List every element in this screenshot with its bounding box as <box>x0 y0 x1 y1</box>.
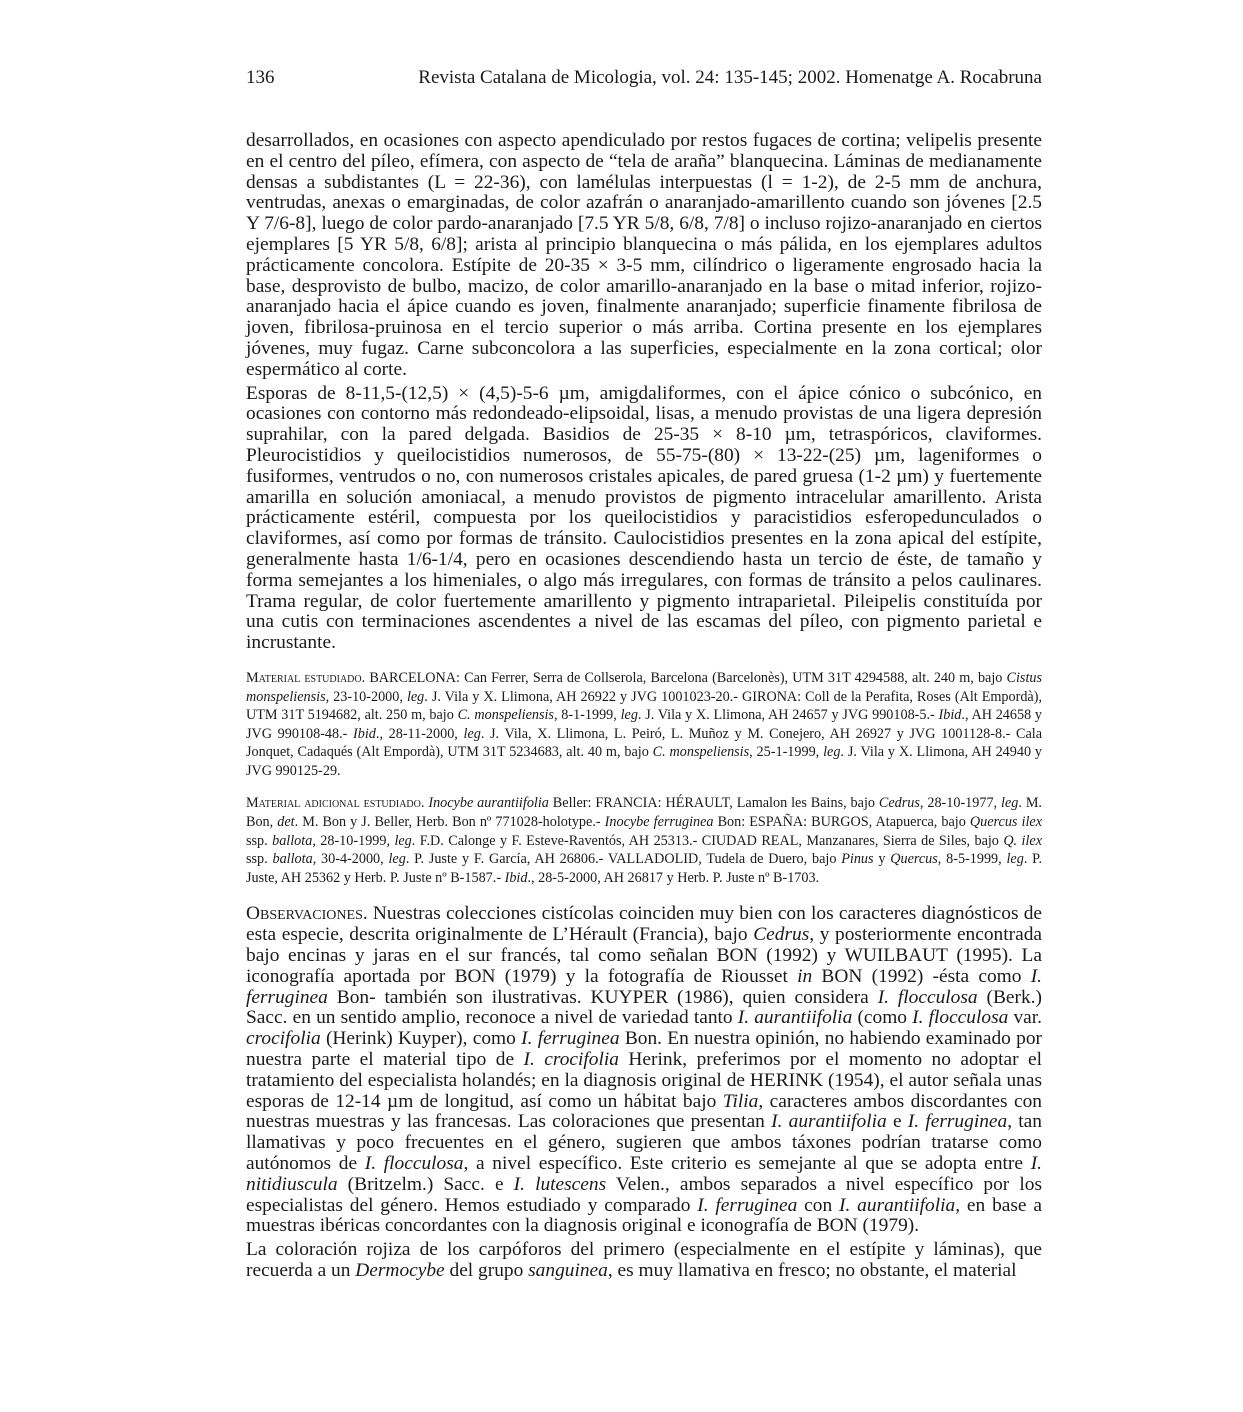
material-adicional: Material adicional estudiado. Inocybe aurantiifolia Beller: FRANCIA: HÉRAULT, Lamalon les Bains, bajo Cedrus, 28-10-1977, leg. M. Bon, det. M. Bon y J. Beller, Herb. Bon nº 771028-holotype.- Inocybe ferruginea Bon: ESPAÑA: BURGOS, Atapuerca, bajo Quercus ilex ssp. ballota, 28-10-1999, leg. F.D. Calonge y F. Esteve-Raventós, AH 25313.- CIUDAD REAL, Manzanares, Sierra de Siles, bajo Q. ilex ssp. ballota, 30-4-2000, leg. P. Juste y F. García, AH 26806.- VALLADOLID, Tudela de Duero, bajo Pinus y Quercus, 8-5-1999, leg. P. Juste, AH 25362 y Herb. P. Juste nº B-1587.- Ibid., 28-5-2000, AH 26817 y Herb. P. Juste nº B-1703. <box>246 795 1043 886</box>
material-estudiado-label: Material estudiado. <box>246 669 366 686</box>
article-body <box>246 131 1042 1282</box>
page-number: 136 <box>246 67 275 88</box>
material-adicional-label: Material adicional estudiado. <box>246 795 425 812</box>
journal-title: Revista Catalana de Micologia, vol. 24: 135-145; 2002. Homenatge A. Rocabruna <box>418 67 1042 88</box>
microscopy-paragraph: Esporas de 8-11,5-(12,5) × (4,5)-5-6 µm, amigdaliformes, con el ápice cónico o subcónico, en ocasiones con contorno más redondeado-elipsoidal, lisas, a menudo provistas de una ligera depresión suprahilar, con la pared delgada. Basidios de 25-35 × 8-10 µm, tetraspóricos, claviformes. Pleurocistidios y queilocistidios numerosos, de 55-75-(80) × 13-22-(25) µm, lageniformes o fusiformes, ventrudos o no, con numerosos cristales apicales, de pared gruesa (1-2 µm) y fuertemente amarilla en solución amoniacal, a menudo provistos de pigmento intracelular amarillento. Arista prácticamente estéril, compuesta por los queilocistidios y paracistidios esferopedunculados o claviformes, así como por formas de tránsito. Caulocistidios presentes en la zona apical del estípite, generalmente hasta 1/6-1/4, pero en ocasiones descendiendo hasta un tercio de éste, de tamaño y forma semejantes a los himeniales, o algo más irregulares, con formas de tránsito a pelos caulinares. Trama regular, de color fuertemente amarillento y pigmento intraparietal. Pileipelis constituída por una cutis con terminaciones ascendentes a nivel de las escamas del píleo, con pigmento parietal e incrustante. <box>246 382 1042 654</box>
material-estudiado: Material estudiado. BARCELONA: Can Ferrer, Serra de Collserola, Barcelona (Barcelonès), UTM 31T 4294588, alt. 240 m, bajo Cistus monspeliensis, 23-10-2000, leg. J. Vila y X. Llimona, AH 26922 y JVG 1001023-20.- GIRONA: Coll de la Perafita, Roses (Alt Empordà), UTM 31T 5194682, alt. 250 m, bajo C. monspeliensis, 8-1-1999, leg. J. Vila y X. Llimona, AH 24657 y JVG 990108-5.- Ibid., AH 24658 y JVG 990108-48.- Ibid., 28-11-2000, leg. J. Vila, X. Llimona, L. Peiró, L. Muñoz y M. Conejero, AH 26927 y JVG 1001128-8.- Cala Jonquet, Cadaqués (Alt Empordà), UTM 31T 5234683, alt. 40 m, bajo C. monspeliensis, 25-1-1999, leg. J. Vila y X. Llimona, AH 24940 y JVG 990125-29. <box>246 669 1042 779</box>
description-paragraph: desarrollados, en ocasiones con aspecto apendiculado por restos fugaces de cortina; velipelis presente en el centro del píleo, efímera, con aspecto de “tela de araña” blanquecina. Láminas de medianamente densas a subdistantes (L = 22-36), con lamélulas interpuestas (l = 1-2), de 2-5 mm de anchura, ventrudas, anexas o emarginadas, de color azafrán o anaranjado-amarillento cuando son jóvenes [2.5 Y 7/6-8], luego de color pardo-anaranjado [7.5 YR 5/8, 6/8, 7/8] o incluso rojizo-anaranjado en ciertos ejemplares [5 YR 5/8, 6/8]; arista al principio blanquecina o más pálida, en los ejemplares adultos prácticamente concolora. Estípite de 20-35 × 3-5 mm, cilíndrico o ligeramente engrosado hacia la base, desprovisto de bulbo, macizo, de color amarillo-anaranjado en la base o mitad inferior, rojizo-anaranjado hacia el ápice cuando es joven, finalmente anaranjado; superficie finamente fibrilosa de joven, fibrilosa-pruinosa en el tercio superior o más arriba. Cortina presente en los ejemplares jóvenes, muy fugaz. Carne subconcolora a las superficies, especialmente en la zona cortical; olor espermático al corte. <box>246 130 1042 380</box>
observaciones-paragraph: Observaciones. Nuestras colecciones cistícolas coinciden muy bien con los caracteres diagnósticos de esta especie, descrita originalmente de L’Hérault (Francia), bajo Cedrus, y posteriormente encontrada bajo encinas y jaras en el sur francés, tal como señalan BON (1992) y WUILBAUT (1995). La iconografía aportada por BON (1979) y la fotografía de Riousset in BON (1992) -ésta como I. ferruginea Bon- también son ilustrativas. KUYPER (1986), quien considera I. flocculosa (Berk.) Sacc. en un sentido amplio, reconoce a nivel de variedad tanto I. aurantiifolia (como I. flocculosa var. crocifolia (Herink) Kuyper), como I. ferruginea Bon. En nuestra opinión, no habiendo examinado por nuestra parte el material tipo de I. crocifolia Herink, preferimos por el momento no adoptar el tratamiento del especialista holandés; en la diagnosis original de HERINK (1954), el autor señala unas esporas de 12-14 µm de longitud, así como un hábitat bajo Tilia, caracteres ambos discordantes con nuestras muestras y las francesas. Las coloraciones que presentan I. aurantiifolia e I. ferruginea, tan llamativas y poco frecuentes en el género, sugieren que ambos táxones podrían tratarse como autónomos de I. flocculosa, a nivel específico. Este criterio es semejante al que se adopta entre I. nitidiuscula (Britzelm.) Sacc. e I. lutescens Velen., ambos separados a nivel específico por los especialistas del género. Hemos estudiado y comparado I. ferruginea con I. aurantiifolia, en base a muestras ibéricas concordantes con la diagnosis original e iconografía de BON (1979). <box>246 903 1043 1237</box>
observaciones-label: Observaciones. <box>246 903 368 925</box>
coloration-paragraph: La coloración rojiza de los carpóforos del primero (especialmente en el estípite y láminas), que recuerda a un Dermocybe del grupo sanguinea, es muy llamativa en fresco; no obstante, el material <box>246 1239 1042 1281</box>
